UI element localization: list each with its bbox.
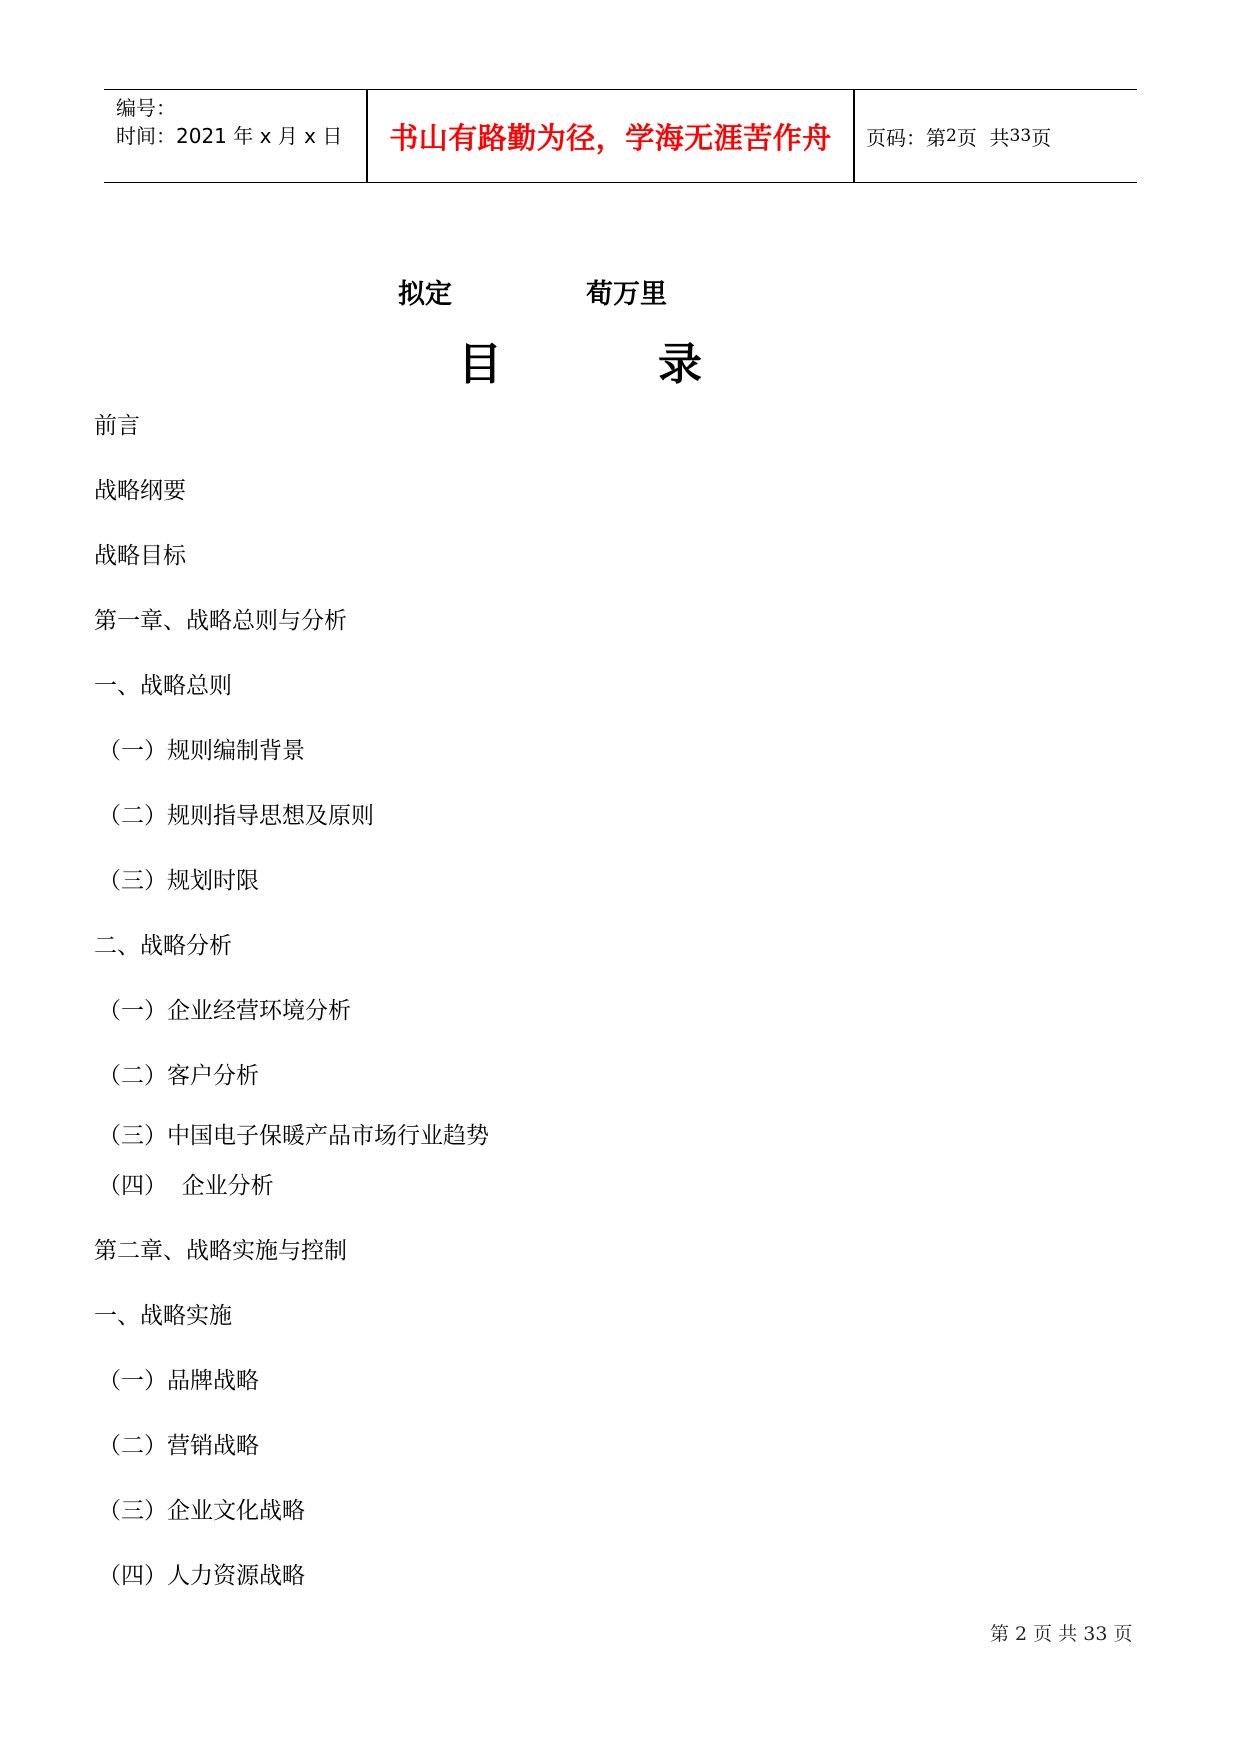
page-end-label: 页 <box>1031 125 1052 150</box>
toc-entry[interactable]: （二）规则指导思想及原则 <box>98 803 374 829</box>
date-label: 时间：2021 年 x 月 x 日 <box>116 124 343 148</box>
toc-entry[interactable]: （四） 企业分析 <box>98 1173 274 1199</box>
page-number: 2 <box>946 126 957 146</box>
toc-entry[interactable]: （一）企业经营环境分析 <box>98 998 351 1024</box>
toc-title-char-2: 录 <box>658 339 702 390</box>
toc-entry[interactable]: （二）客户分析 <box>98 1063 259 1089</box>
toc-entry[interactable]: 第一章、战略总则与分析 <box>94 608 347 634</box>
motto: 书山有路勤为径，学海无涯苦作舟 <box>389 120 832 155</box>
toc-entry[interactable]: （一）品牌战略 <box>98 1368 259 1394</box>
toc-entry[interactable]: （四）人力资源战略 <box>98 1563 305 1589</box>
toc-entry[interactable]: 一、战略实施 <box>94 1303 232 1329</box>
toc-entry[interactable]: 战略纲要 <box>94 478 186 504</box>
toc-entry[interactable]: 第二章、战略实施与控制 <box>94 1238 347 1264</box>
page-footer: 第 2 页 共 33 页 <box>990 1623 1133 1645</box>
toc-entry[interactable]: 前言 <box>94 413 140 439</box>
toc-entry[interactable]: 战略目标 <box>94 543 186 569</box>
toc-entry[interactable]: （三）企业文化战略 <box>98 1498 305 1524</box>
toc-entry[interactable]: 二、战略分析 <box>94 933 232 959</box>
page-total: 33 <box>1009 126 1032 146</box>
toc-entry[interactable]: （一）规则编制背景 <box>98 738 305 764</box>
toc-title-char-1: 目 <box>458 339 502 390</box>
serial-label: 编号： <box>116 96 176 120</box>
toc-entry[interactable]: （三）规划时限 <box>98 868 259 894</box>
toc-entry[interactable]: （二）营销战略 <box>98 1433 259 1459</box>
toc-entry[interactable]: （三）中国电子保暖产品市场行业趋势 <box>98 1123 489 1149</box>
drafter-name: 荀万里 <box>586 279 667 310</box>
page-mid-label: 页 共 <box>956 125 1010 150</box>
drafter-label: 拟定 <box>398 279 452 310</box>
page-label: 页码：第 <box>866 125 946 150</box>
toc-entry[interactable]: 一、战略总则 <box>94 673 232 699</box>
